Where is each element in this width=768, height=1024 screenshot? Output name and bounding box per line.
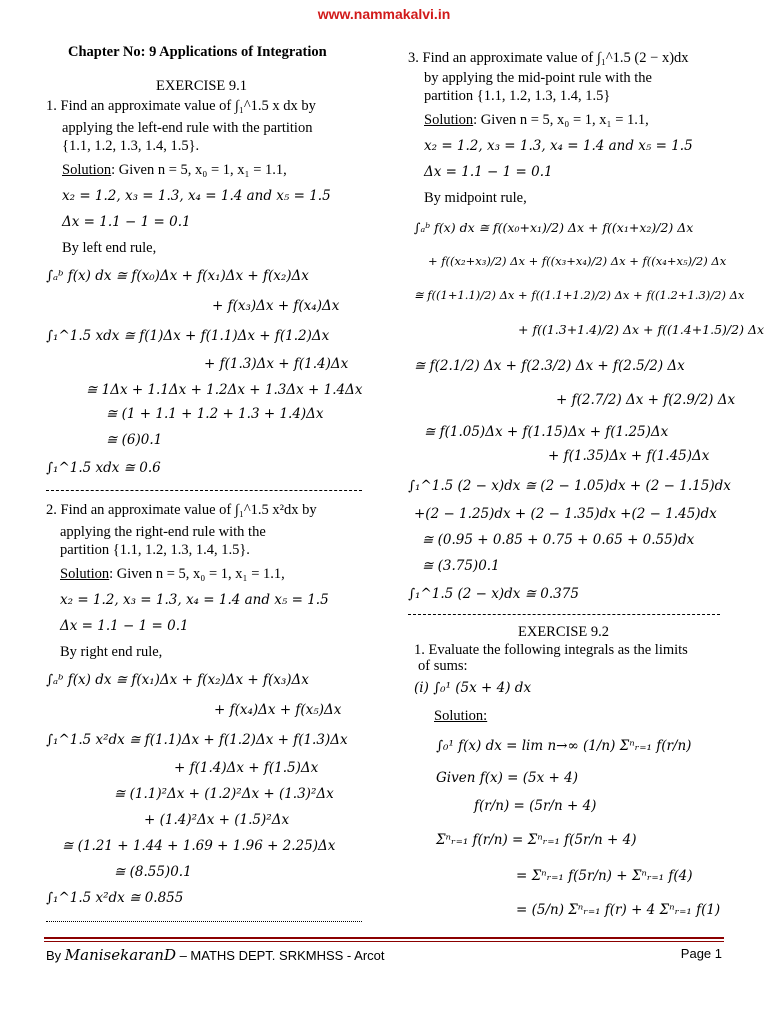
q1-line-1: 1. Find an approximate value of ∫₁^1.5 x dx by [46, 98, 316, 114]
separator-line [408, 614, 720, 615]
q2-solution [60, 566, 285, 583]
q1-solution [62, 162, 287, 179]
footer-by: By [46, 948, 65, 963]
q2-line-8: ∫ₐᵇ f(x) dx ≅ f(x₁)Δx + f(x₂)Δx + f(x₃)Δx [46, 672, 309, 688]
q1-line-13: ≅ (1 + 1.1 + 1.2 + 1.3 + 1.4)Δx [106, 406, 324, 422]
q2-line-9: + f(x₄)Δx + f(x₅)Δx [214, 702, 342, 718]
q1-line-2: applying the left-end rule with the partition [62, 120, 313, 136]
site-url[interactable]: www.nammakalvi.in [317, 6, 451, 22]
q3-line-11: + f((1.3+1.4)/2) Δx + f((1.4+1.5)/2) Δx [518, 322, 765, 337]
q3-given: : Given n = 5, x₀ = 1, x₁ = 1.1, [473, 112, 649, 128]
q1-line-9: + f(x₃)Δx + f(x₄)Δx [212, 298, 340, 314]
footer-credit [46, 946, 385, 964]
ex2-line-1: 1. Evaluate the following integrals as the limits [414, 642, 688, 658]
q2-given: : Given n = 5, x₀ = 1, x₁ = 1.1, [109, 566, 285, 582]
ex2-line-7: f(r/n) = (5r/n + 4) [474, 798, 597, 814]
q1-line-7: By left end rule, [62, 240, 157, 256]
q1-answer: ∫₁^1.5 xdx ≅ 0.6 [46, 460, 161, 476]
q1-line-3: {1.1, 1.2, 1.3, 1.4, 1.5}. [62, 138, 200, 154]
solution-label: Solution [62, 162, 112, 178]
q3-line-2: by applying the mid-point rule with the [424, 70, 652, 86]
ex2-line-9: = Σⁿᵣ₌₁ f(5r/n) + Σⁿᵣ₌₁ f(4) [516, 868, 693, 884]
q1-line-11: + f(1.3)Δx + f(1.4)Δx [204, 356, 349, 372]
q2-line-7: By right end rule, [60, 644, 163, 660]
q3-line-9: + f((x₂+x₃)/2) Δx + f((x₃+x₄)/2) Δx + f((x₄+x₅)/2) Δx [428, 254, 727, 268]
q1-line-10: ∫₁^1.5 xdx ≅ f(1)Δx + f(1.1)Δx + f(1.2)Δx [46, 328, 330, 344]
q3-line-1: 3. Find an approximate value of ∫₁^1.5 (2 − x)dx [408, 50, 689, 66]
q3-line-19: ≅ (3.75)0.1 [422, 558, 500, 574]
ex2-line-10: = (5/n) Σⁿᵣ₌₁ f(r) + 4 Σⁿᵣ₌₁ f(1) [516, 902, 721, 918]
q1-line-5: x₂ = 1.2, x₃ = 1.3, x₄ = 1.4 and x₅ = 1.5 [62, 188, 331, 204]
exercise-title: EXERCISE 9.1 [156, 78, 248, 94]
q2-line-5: x₂ = 1.2, x₃ = 1.3, x₄ = 1.4 and x₅ = 1.5 [60, 592, 329, 608]
chapter-title: Chapter No: 9 Applications of Integration [68, 44, 327, 60]
q1-line-14: ≅ (6)0.1 [106, 432, 163, 448]
footer-author: ManisekaranD [64, 946, 176, 964]
separator-line [46, 490, 362, 491]
q3-line-14: ≅ f(1.05)Δx + f(1.15)Δx + f(1.25)Δx [424, 424, 669, 440]
q2-line-3: partition {1.1, 1.2, 1.3, 1.4, 1.5}. [60, 542, 250, 558]
q2-line-12: ≅ (1.1)²Δx + (1.2)²Δx + (1.3)²Δx [114, 786, 334, 802]
footer-rule-thick [44, 937, 724, 939]
q3-line-6: Δx = 1.1 − 1 = 0.1 [424, 164, 553, 180]
q2-line-11: + f(1.4)Δx + f(1.5)Δx [174, 760, 319, 776]
q2-line-15: ≅ (8.55)0.1 [114, 864, 192, 880]
ex2-line-3: (i) ∫₀¹ (5x + 4) dx [414, 680, 532, 696]
q3-line-8: ∫ₐᵇ f(x) dx ≅ f((x₀+x₁)/2) Δx + f((x₁+x₂)/2) Δx [414, 220, 694, 235]
q3-line-15: + f(1.35)Δx + f(1.45)Δx [548, 448, 710, 464]
ex2-solution-label: Solution: [434, 708, 488, 724]
ex2-line-2: of sums: [418, 658, 468, 674]
exercise-9-2-title: EXERCISE 9.2 [518, 624, 610, 640]
q3-line-18: ≅ (0.95 + 0.85 + 0.75 + 0.65 + 0.55)dx [422, 532, 695, 548]
q2-line-10: ∫₁^1.5 x²dx ≅ f(1.1)Δx + f(1.2)Δx + f(1.3)Δx [46, 732, 348, 748]
q2-line-2: applying the right-end rule with the [60, 524, 266, 540]
page-number: Page 1 [680, 946, 722, 961]
q1-line-6: Δx = 1.1 − 1 = 0.1 [62, 214, 191, 230]
q3-line-10: ≅ f((1+1.1)/2) Δx + f((1.1+1.2)/2) Δx + f((1.2+1.3)/2) Δx [414, 288, 745, 302]
ex2-line-5: ∫₀¹ f(x) dx = lim n→∞ (1/n) Σⁿᵣ₌₁ f(r/n) [436, 738, 692, 754]
q2-line-1: 2. Find an approximate value of ∫₁^1.5 x²dx by [46, 502, 317, 518]
q3-line-13: + f(2.7/2) Δx + f(2.9/2) Δx [556, 392, 736, 408]
footer-dept: – MATHS DEPT. SRKMHSS - Arcot [175, 948, 385, 963]
q1-given: : Given n = 5, x₀ = 1, x₁ = 1.1, [111, 162, 287, 178]
q2-answer: ∫₁^1.5 x²dx ≅ 0.855 [46, 890, 184, 906]
q3-solution [424, 112, 649, 129]
ex2-line-6: Given f(x) = (5x + 4) [436, 770, 578, 786]
solution-label: Solution [60, 566, 110, 582]
dotted-separator [46, 921, 362, 922]
ex2-line-8: Σⁿᵣ₌₁ f(r/n) = Σⁿᵣ₌₁ f(5r/n + 4) [436, 832, 637, 848]
q3-line-16: ∫₁^1.5 (2 − x)dx ≅ (2 − 1.05)dx + (2 − 1.15)dx [408, 478, 731, 494]
q3-line-17: +(2 − 1.25)dx + (2 − 1.35)dx +(2 − 1.45)dx [414, 506, 717, 522]
q3-answer: ∫₁^1.5 (2 − x)dx ≅ 0.375 [408, 586, 579, 602]
q3-line-3: partition {1.1, 1.2, 1.3, 1.4, 1.5} [424, 88, 611, 104]
q3-line-7: By midpoint rule, [424, 190, 527, 206]
q2-line-13: + (1.4)²Δx + (1.5)²Δx [144, 812, 290, 828]
q1-line-12: ≅ 1Δx + 1.1Δx + 1.2Δx + 1.3Δx + 1.4Δx [86, 382, 363, 398]
q2-line-14: ≅ (1.21 + 1.44 + 1.69 + 1.96 + 2.25)Δx [62, 838, 336, 854]
q3-line-12: ≅ f(2.1/2) Δx + f(2.3/2) Δx + f(2.5/2) Δx [414, 358, 685, 374]
solution-label: Solution [424, 112, 474, 128]
q3-line-5: x₂ = 1.2, x₃ = 1.3, x₄ = 1.4 and x₅ = 1.5 [424, 138, 693, 154]
q2-line-6: Δx = 1.1 − 1 = 0.1 [60, 618, 189, 634]
q1-line-8: ∫ₐᵇ f(x) dx ≅ f(x₀)Δx + f(x₁)Δx + f(x₂)Δx [46, 268, 309, 284]
footer-rule-thin [44, 941, 724, 942]
